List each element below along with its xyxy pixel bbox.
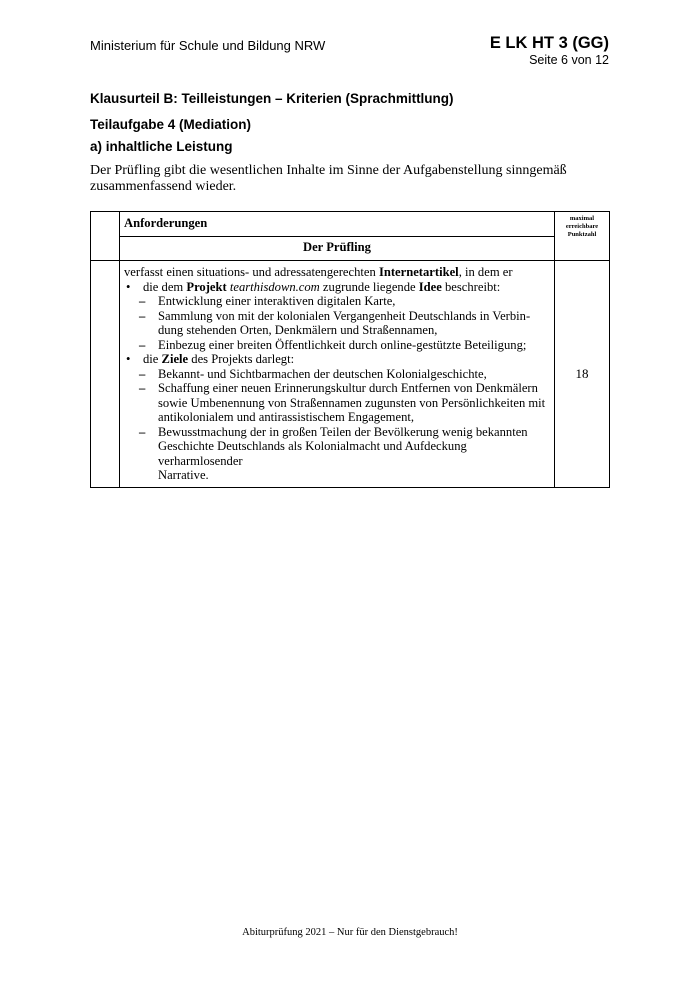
list-item: sowie Umbenennung von Straßennamen zugunsten von Persönlichkeiten mit — [158, 395, 546, 410]
empty-header-cell — [91, 212, 120, 261]
list-item: antikolonialem und antirassistischem Engagement, — [158, 410, 415, 424]
list-item: Narrative. — [158, 468, 209, 482]
list-item: – Bekannt- und Sichtbarmachen der deutschen Kolonialgeschichte, — [139, 366, 487, 381]
list-item: • die Ziele des Projekts darlegt: — [126, 352, 295, 366]
dash-icon: – — [139, 294, 146, 308]
list-item: dung stehenden Orten, Denkmälern und Straßennamen, — [158, 323, 438, 337]
list-item: – Bewusstmachung der in großen Teilen der Bevölkerung wenig bekannten — [139, 424, 528, 439]
table-header-row — [91, 212, 610, 237]
part-heading: a) inhaltliche Leistung — [90, 139, 233, 154]
empty-row-cell — [91, 261, 120, 488]
ministry-name: Ministerium für Schule und Bildung NRW — [90, 38, 326, 53]
requirements-header: Anforderungen — [120, 212, 555, 237]
page-number: Seite 6 von 12 — [529, 53, 609, 67]
list-item: • die dem Projekt tearthisdown.com zugrunde liegende Idee beschreibt: — [126, 279, 501, 294]
row-intro: verfasst einen situations- und adressatengerechten Internetartikel, in dem er — [124, 265, 513, 279]
requirements-content — [120, 261, 555, 488]
table-row — [91, 261, 610, 488]
max-points-header: maximal erreichbare Punktzahl — [555, 212, 610, 261]
table-subheader-row — [91, 237, 610, 261]
keyword-internetartikel: Internetartikel — [378, 265, 459, 279]
intro-paragraph: Der Prüfling gibt die wesentlichen Inhalte im Sinne der Aufgabenstellung sinngemäß zusammenfassend wieder. — [90, 163, 567, 194]
dash-icon: – — [139, 308, 146, 323]
bullet-icon: • — [126, 279, 131, 294]
list-item: – Entwicklung einer interaktiven digitalen Karte, — [139, 294, 396, 308]
dash-icon: – — [139, 337, 146, 352]
points-value: 18 — [555, 261, 610, 488]
document-meta — [490, 34, 609, 67]
list-item: – Schaffung einer neuen Erinnerungskultur durch Entfernen von Denkmälern — [139, 381, 538, 395]
bullet-icon: • — [126, 352, 131, 366]
project-url: tearthisdown.com — [229, 279, 320, 294]
list-item: Geschichte Deutschlands als Kolonialmacht und Aufdeckung verharmlosender — [158, 439, 467, 468]
exam-code: E LK HT 3 (GG) — [489, 34, 609, 52]
dash-icon: – — [139, 381, 146, 395]
footer-note: Abiturprüfung 2021 – Nur für den Dienstgebrauch! — [242, 927, 458, 938]
list-item: – Einbezug einer breiten Öffentlichkeit durch online-gestützte Beteiligung; — [139, 337, 527, 352]
dash-icon: – — [139, 424, 146, 439]
pruefling-header: Der Prüfling — [120, 237, 555, 261]
criteria-table — [90, 211, 610, 488]
task-heading: Teilaufgabe 4 (Mediation) — [90, 117, 252, 132]
list-item: – Sammlung von mit der kolonialen Vergangenheit Deutschlands in Verbin- — [139, 308, 531, 323]
dash-icon: – — [139, 366, 146, 381]
section-heading: Klausurteil B: Teilleistungen – Kriterien (Sprachmittlung) — [90, 91, 454, 106]
